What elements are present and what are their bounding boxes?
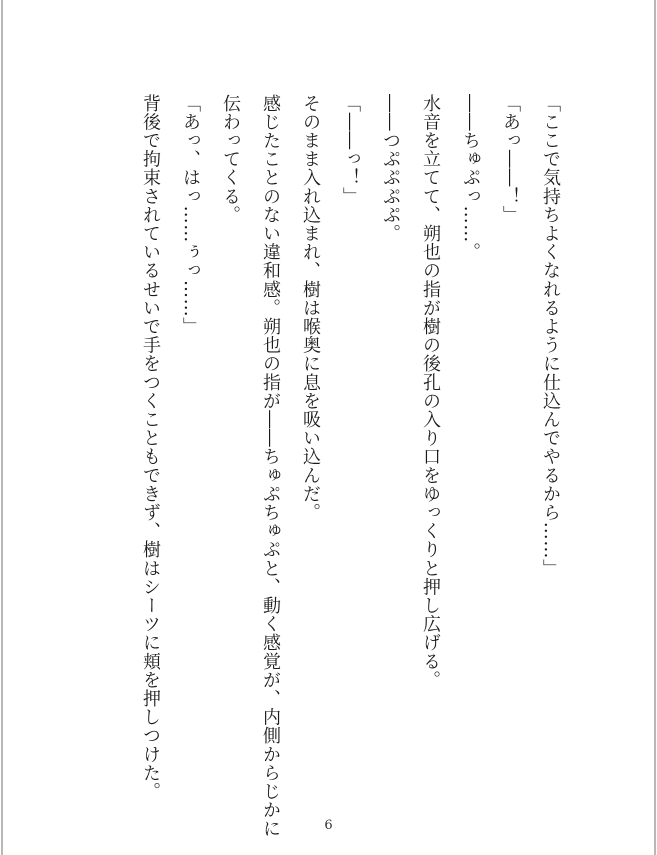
vertical-text-body [130, 94, 570, 838]
text-line: 感じたことのない違和感。朔也の指が――ちゅぷちゅぷと、動く感覚が、内側からじかに [260, 94, 281, 838]
page-left-edge [1, 0, 3, 855]
text-line: 「ここで気持ちよくなれるように仕込んでやるから……」 [540, 94, 561, 578]
text-line: ――つぷぷぷぷ。 [380, 94, 401, 243]
page-number: 6 [324, 818, 333, 833]
text-line: 「――っ！」 [340, 94, 361, 206]
text-line: 「あっ――！」 [500, 94, 521, 225]
page-right-edge [654, 0, 656, 855]
text-line: 伝わってくる。 [220, 94, 241, 225]
text-line: 「あっ、はっ……ぅっ……」 [180, 94, 201, 336]
text-line: 背後で拘束されているせいで手をつくこともできず、樹はシーツに頬を押しつけた。 [140, 94, 161, 801]
text-line: 水音を立てて、朔也の指が樹の後孔の入り口をゆっくりと押し広げる。 [420, 94, 441, 690]
text-line: ――ちゅぷっ……。 [460, 94, 481, 262]
text-line: そのまま入れ込まれ、樹は喉奥に息を吸い込んだ。 [300, 94, 321, 522]
